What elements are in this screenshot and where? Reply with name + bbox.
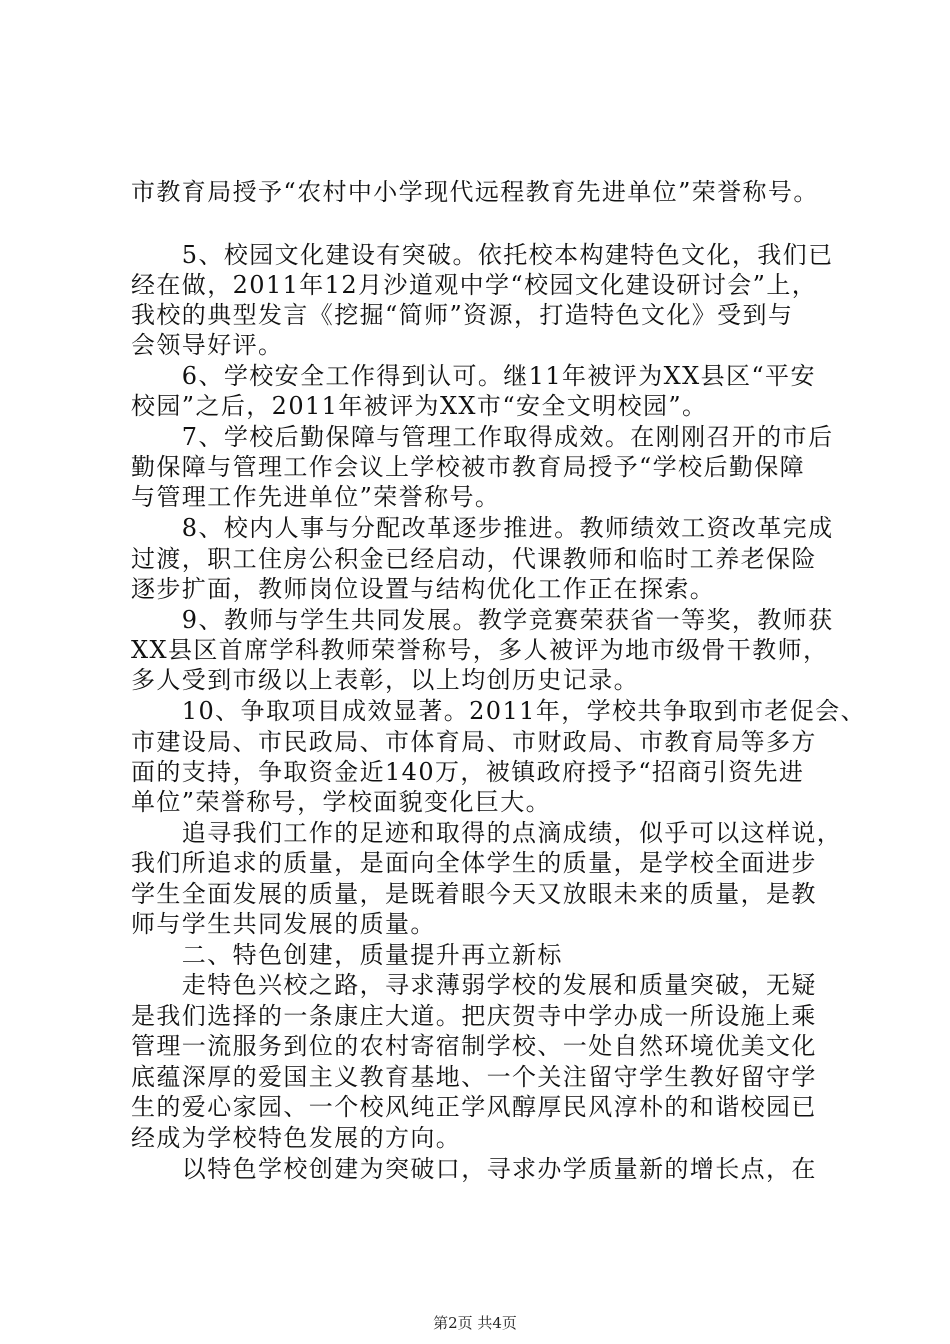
text-line: 市教育局授予“农村中小学现代远程教育先进单位”荣誉称号。 xyxy=(131,178,819,206)
text-line: 走特色兴校之路，寻求薄弱学校的发展和质量突破，无疑 xyxy=(131,971,817,999)
text-line: 5、校园文化建设有突破。依托校本构建特色文化，我们已 xyxy=(131,241,834,269)
text-line: 经在做，2011年12月沙道观中学“校园文化建设研讨会”上， xyxy=(131,271,818,299)
text-line: 勤保障与管理工作会议上学校被市教育局授予“学校后勤保障 xyxy=(131,453,806,481)
text-line: 追寻我们工作的足迹和取得的点滴成绩，似乎可以这样说， xyxy=(131,819,843,847)
text-line: 我们所追求的质量，是面向全体学生的质量，是学校全面进步 xyxy=(131,849,817,877)
text-line: 与管理工作先进单位”荣誉称号。 xyxy=(131,483,501,511)
text-line: 8、校内人事与分配改革逐步推进。教师绩效工资改革完成 xyxy=(131,514,834,542)
text-line: 会领导好评。 xyxy=(131,331,284,359)
text-line: 师与学生共同发展的质量。 xyxy=(131,910,436,938)
text-line: 生的爱心家园、一个校风纯正学风醇厚民风淳朴的和谐校园已 xyxy=(131,1093,817,1121)
text-line: 以特色学校创建为突破口，寻求办学质量新的增长点，在 xyxy=(131,1155,817,1183)
text-line: 7、学校后勤保障与管理工作取得成效。在刚刚召开的市后 xyxy=(131,423,834,451)
text-line: 学生全面发展的质量，是既着眼今天又放眼未来的质量，是教 xyxy=(131,880,817,908)
text-line: 面的支持，争取资金近140万，被镇政府授予“招商引资先进 xyxy=(131,758,805,786)
text-line: XX县区首席学科教师荣誉称号，多人被评为地市级骨干教师， xyxy=(131,636,829,664)
page-number-footer: 第2页 共4页 xyxy=(433,1314,517,1332)
text-line: 市建设局、市民政局、市体育局、市财政局、市教育局等多方 xyxy=(131,728,817,756)
text-line: 6、学校安全工作得到认可。继11年被评为XX县区“平安 xyxy=(131,362,816,390)
text-line: 底蕴深厚的爱国主义教育基地、一个关注留守学生教好留守学 xyxy=(131,1063,817,1091)
text-line: 10、争取项目成效显著。2011年，学校共争取到市老促会、 xyxy=(131,697,867,725)
text-line: 是我们选择的一条康庄大道。把庆贺寺中学办成一所设施上乘 xyxy=(131,1002,817,1030)
section-heading: 二、特色创建，质量提升再立新标 xyxy=(131,941,563,969)
text-line: 经成为学校特色发展的方向。 xyxy=(131,1124,462,1152)
text-line: 校园”之后，2011年被评为XX市“安全文明校园”。 xyxy=(131,392,708,420)
text-line: 管理一流服务到位的农村寄宿制学校、一处自然环境优美文化 xyxy=(131,1032,817,1060)
text-line: 我校的典型发言《挖掘“简师”资源，打造特色文化》受到与 xyxy=(131,301,794,329)
text-line: 多人受到市级以上表彰，以上均创历史记录。 xyxy=(131,666,639,694)
text-line: 过渡，职工住房公积金已经启动，代课教师和临时工养老保险 xyxy=(131,545,817,573)
text-line: 单位”荣誉称号，学校面貌变化巨大。 xyxy=(131,788,552,816)
text-line: 9、教师与学生共同发展。教学竞赛荣获省一等奖，教师获 xyxy=(131,606,834,634)
text-line: 逐步扩面，教师岗位设置与结构优化工作正在探索。 xyxy=(131,575,716,603)
